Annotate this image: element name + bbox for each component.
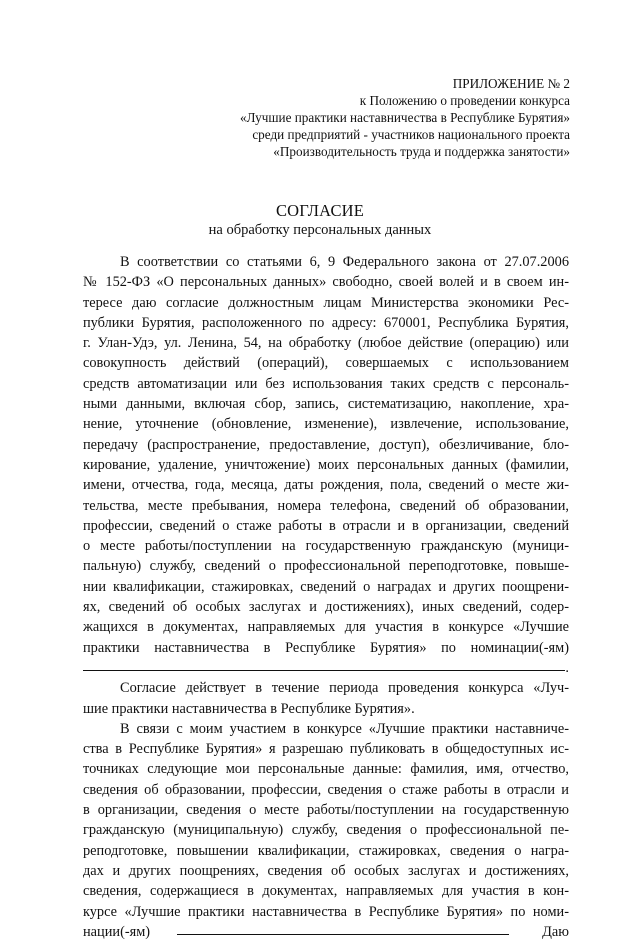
paragraph1-line: ях, сведений об особых заслугах и достижениях), иных сведений, содер- (83, 599, 569, 616)
paragraph2-line: Согласие действует в течение периода проведения конкурса «Луч- (120, 680, 569, 697)
document-body (83, 252, 569, 942)
paragraph1-line: практики наставничества в Республике Бурятия» по номинации(-ям) (83, 639, 569, 656)
paragraph3-line: курсе «Лучшие практики наставничества в Республике Бурятия» по номи- (83, 903, 569, 920)
paragraph1-line: г. Улан-Удэ, ул. Ленина, 54, на обработку (любое действие (операцию) или (83, 335, 569, 352)
paragraph3-line: в организации, сведения о месте работы/поступлении на государственную (83, 802, 569, 819)
paragraph1-line: совокупность действий (операций), совершаемых с использованием (83, 355, 569, 372)
nomination-blank-line (83, 658, 569, 678)
paragraph3-line: дах и других поощрениях, сведения об особых заслугах и достижениях, (83, 862, 569, 879)
appendix-line-contest: «Лучшие практики наставничества в Республике Бурятия» (239, 110, 570, 125)
consent-continuation-word: Даю (542, 923, 569, 940)
title-block (0, 201, 640, 240)
document-title: СОГЛАСИЕ (275, 201, 365, 220)
paragraph3-line: ства в Республике Бурятия» я разрешаю публиковать в общедоступных ис- (83, 741, 569, 758)
paragraph1-line: имени, отчества, года, месяца, даты рождения, пола, сведений о месте жи- (83, 477, 569, 494)
appendix-line-regulation: к Положению о проведении конкурса (359, 93, 570, 108)
paragraph1-line: № 152-ФЗ «О персональных данных» свободно, своей волей и в своем ин- (83, 274, 569, 291)
paragraph1-line: пальную) службу, сведений о профессиональной переподготовке, повыше- (83, 558, 569, 575)
paragraph1-line: средств автоматизации или без использования таких средств с персональ- (83, 375, 569, 392)
nomination-period: . (565, 659, 569, 676)
paragraph1-line: В соответствии со статьями 6, 9 Федерального закона от 27.07.2006 (120, 254, 569, 270)
paragraph1-line: ными данными, включая сбор, запись, систематизацию, накопление, хра- (83, 396, 569, 413)
paragraph1-line: о месте работы/поступлении на государственную гражданскую (муници- (83, 538, 569, 555)
appendix-line-participants: среди предприятий - участников национального проекта (252, 127, 570, 142)
paragraph1-line: жащихся в документах, направляемых для участия в конкурсе «Лучшие (83, 619, 569, 636)
nomination-blank-rule (83, 670, 565, 671)
paragraph3-line: сведения, содержащиеся в документах, направляемых для участия в кон- (83, 883, 569, 900)
appendix-header (240, 75, 570, 160)
paragraph3-line: реподготовке, повышении квалификации, стажировках, сведения о награ- (83, 842, 569, 859)
paragraph1-line: публики Бурятия, расположенного по адресу: 670001, Республика Бурятия, (83, 314, 569, 331)
paragraph1-line: кирование, удаление, уничтожение) моих персональных данных (фамилии, (83, 456, 569, 473)
paragraph1-line: тересе даю согласие должностным лицам Министерства экономики Рес- (83, 294, 569, 311)
paragraph3-line: гражданскую (муниципальную) службу, сведения о профессиональной пе- (83, 822, 569, 839)
document-subtitle: на обработку персональных данных (208, 222, 432, 238)
nomination-second-blank-rule (177, 934, 509, 935)
paragraph1-line: профессии, сведений о стаже работы в отрасли и в организации, сведений (83, 517, 569, 534)
nomination-second-blank-line (83, 922, 569, 942)
paragraph3-line: точниках следующие мои персональные данные: фамилия, имя, отчество, (83, 761, 569, 778)
paragraph3-line: сведения об образовании, профессии, сведения о стаже работы в отрасли и (83, 781, 569, 798)
paragraph3-line: В связи с моим участием в конкурсе «Лучшие практики наставниче- (120, 720, 569, 737)
paragraph1-line: тельства, месте пребывания, номера телефона, сведений об образовании, (83, 497, 569, 514)
paragraph1-line: передачу (распространение, предоставление, доступ), обезличивание, бло- (83, 436, 569, 453)
paragraph1-line: нение, уточнение (обновление, изменение), извлечение, использование, (83, 416, 569, 433)
appendix-line-project: «Производительность труда и поддержка занятости» (273, 144, 570, 159)
paragraph1-line: нии квалификации, стажировках, сведений о наградах и других поощрени- (83, 578, 569, 595)
appendix-number: ПРИЛОЖЕНИЕ № 2 (452, 76, 570, 91)
paragraph2-line: шие практики наставничества в Республике Бурятия». (83, 700, 415, 717)
nomination-label: нации(-ям) (83, 923, 151, 940)
